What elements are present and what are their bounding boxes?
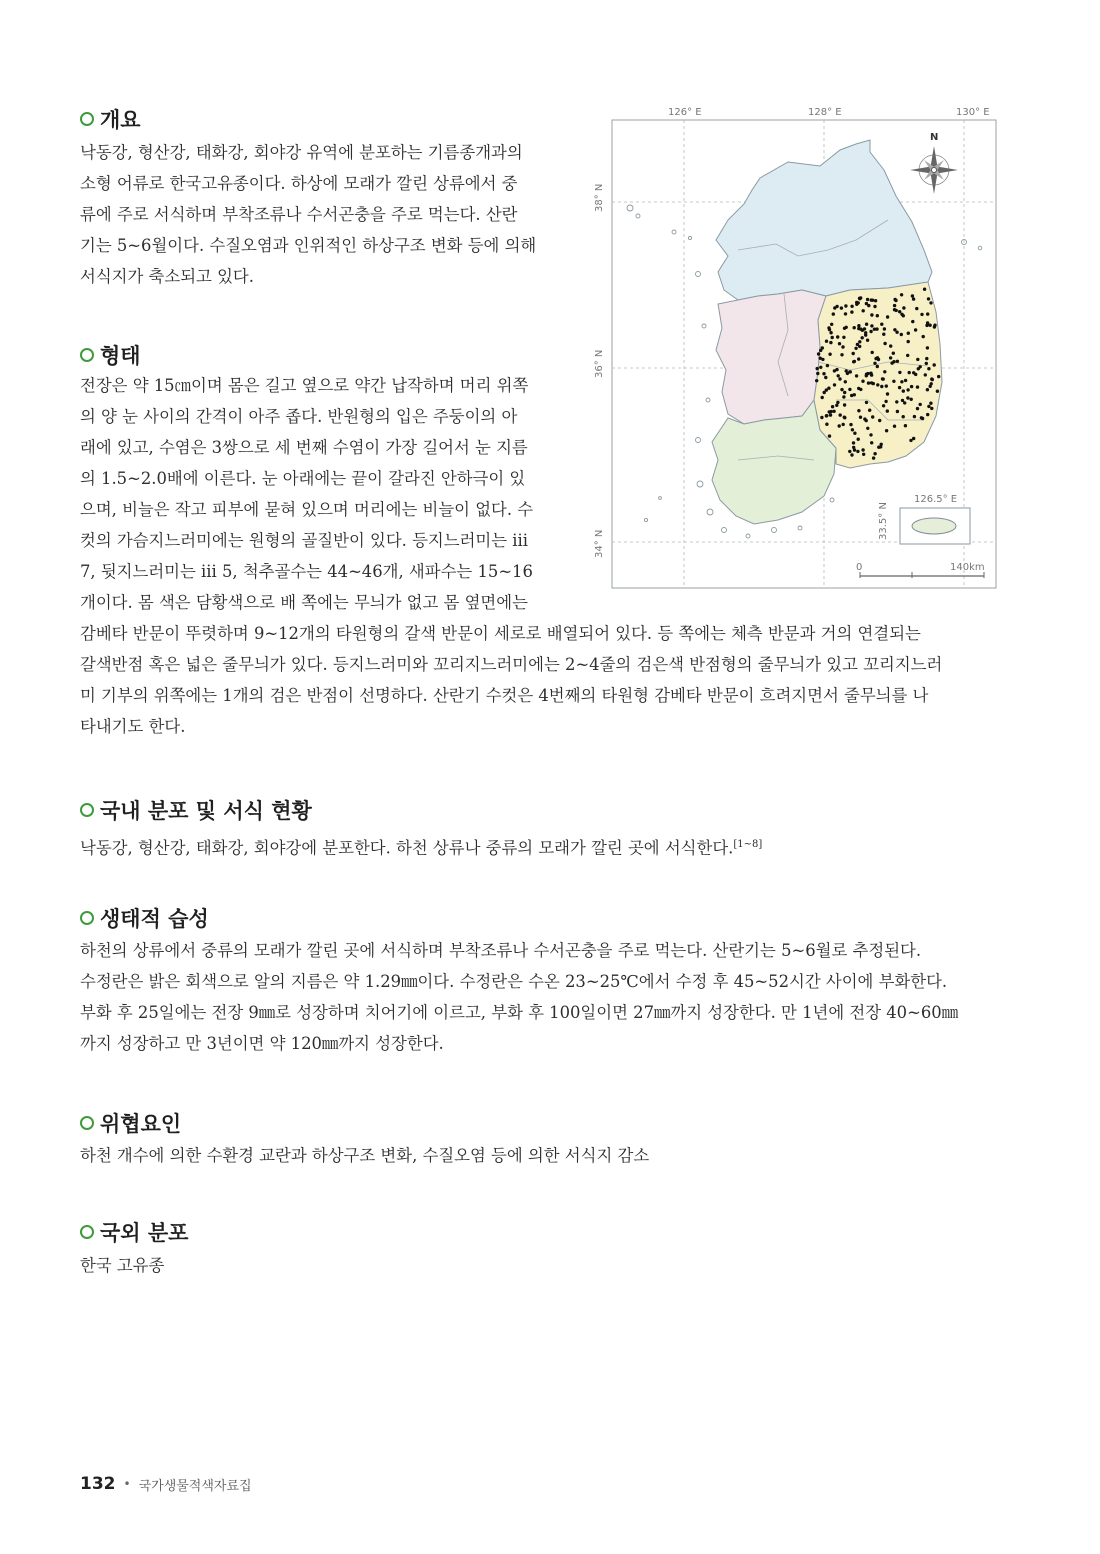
distribution-map — [588, 100, 1008, 592]
occurrence-dot — [926, 346, 929, 349]
occurrence-dot — [816, 367, 819, 370]
occurrence-dot — [914, 328, 917, 331]
occurrence-dot — [922, 335, 925, 338]
occurrence-dot — [821, 396, 824, 399]
occurrence-dot — [876, 383, 879, 386]
occurrence-dot — [853, 360, 856, 363]
page-footer — [80, 1474, 252, 1494]
occurrence-dot — [906, 388, 909, 391]
occurrence-dot — [842, 423, 845, 426]
occurrence-dot — [912, 297, 915, 300]
occurrence-dot — [841, 345, 844, 348]
occurrence-dot — [848, 370, 851, 373]
occurrence-dot — [886, 315, 889, 318]
occurrence-dot — [858, 345, 861, 348]
morphology-line: 의 1.5~2.0배에 이른다. 눈 아래에는 끝이 갈라진 안하극이 있 — [80, 469, 526, 488]
occurrence-dot — [840, 306, 843, 309]
ecology-line: 수정란은 밝은 회색으로 알의 지름은 약 1.29㎜이다. 수정란은 수온 23~25℃에서 수정 후 45~52시간 사이에 부화한다. — [80, 972, 948, 991]
lon-label: 126° E — [668, 107, 702, 118]
occurrence-dot — [844, 304, 847, 307]
occurrence-dot — [850, 394, 853, 397]
occurrence-dot — [886, 392, 889, 395]
occurrence-dot — [857, 324, 860, 327]
occurrence-dot — [858, 340, 861, 343]
threats-text: 하천 개수에 의한 수환경 교란과 하상구조 변화, 수질오염 등에 의한 서식지 감소 — [80, 1146, 650, 1165]
occurrence-dot — [816, 372, 819, 375]
occurrence-dot — [892, 352, 895, 355]
heading-morphology — [80, 340, 141, 370]
occurrence-dot — [893, 304, 896, 307]
occurrence-dot — [904, 424, 907, 427]
occurrence-dot — [896, 360, 899, 363]
occurrence-dot — [926, 312, 929, 315]
occurrence-dot — [857, 387, 860, 390]
occurrence-dot — [867, 381, 870, 384]
occurrence-dot — [845, 369, 848, 372]
occurrence-dot — [929, 301, 932, 304]
occurrence-dot — [870, 441, 873, 444]
occurrence-dot — [866, 298, 869, 301]
occurrence-dot — [907, 332, 910, 335]
occurrence-dot — [910, 385, 913, 388]
morphology-line: 래에 있고, 수염은 3쌍으로 세 번째 수염이 가장 길어서 눈 지름 — [80, 438, 528, 457]
occurrence-dot — [817, 352, 820, 355]
occurrence-dot — [857, 301, 860, 304]
occurrence-dot — [904, 379, 907, 382]
occurrence-dot — [885, 429, 888, 432]
occurrence-dot — [835, 305, 838, 308]
occurrence-dot — [857, 357, 860, 360]
occurrence-dot — [902, 314, 905, 317]
occurrence-dot — [889, 356, 892, 359]
ecology-line: 하천의 상류에서 중류의 모래가 깔린 곳에 서식하며 부착조류나 수서곤충을 주로 먹는다. 산란기는 5~6월로 추정된다. — [80, 941, 922, 960]
morphology-line: 미 기부의 위쪽에는 1개의 검은 반점이 선명하다. 산란기 수컷은 4번째의 타원형 감베타 반문이 흐려지면서 줄무늬를 나 — [80, 686, 929, 705]
ecology-line: 부화 후 25일에는 전장 9㎜로 성장하며 치어기에 이르고, 부화 후 100일이면 27㎜까지 성장한다. 만 1년에 전장 40~60㎜ — [80, 1003, 959, 1022]
occurrence-dot — [921, 417, 924, 420]
occurrence-dot — [919, 403, 922, 406]
occurrence-dot — [853, 432, 856, 435]
occurrence-dot — [902, 306, 905, 309]
heading-threats — [80, 1108, 181, 1138]
occurrence-dot — [854, 347, 857, 350]
map-region-west-central — [716, 290, 826, 424]
occurrence-dot — [838, 377, 841, 380]
occurrence-dot — [916, 407, 919, 410]
bullet-icon — [80, 803, 94, 817]
occurrence-dot — [912, 371, 915, 374]
occurrence-dot — [865, 401, 868, 404]
occurrence-dot — [868, 409, 871, 412]
heading-distribution-text: 국내 분포 및 서식 현황 — [100, 799, 312, 823]
occurrence-dot — [931, 378, 934, 381]
morphology-line: 전장은 약 15㎝이며 몸은 길고 옆으로 약간 납작하며 머리 위쪽 — [80, 376, 529, 395]
occurrence-dot — [908, 371, 911, 374]
overview-paragraph — [80, 137, 566, 292]
occurrence-dot — [902, 389, 905, 392]
occurrence-dot — [916, 358, 919, 361]
heading-overseas — [80, 1217, 188, 1247]
occurrence-dot — [829, 341, 832, 344]
occurrence-dot — [866, 427, 869, 430]
occurrence-dot — [906, 396, 909, 399]
occurrence-dot — [927, 367, 930, 370]
occurrence-dot — [838, 424, 841, 427]
occurrence-dot — [850, 453, 853, 456]
occurrence-dot — [869, 433, 872, 436]
occurrence-dot — [878, 419, 881, 422]
occurrence-dot — [894, 299, 897, 302]
ecology-paragraph — [80, 935, 996, 1059]
occurrence-dot — [920, 313, 923, 316]
occurrence-dot — [844, 312, 847, 315]
bullet-icon — [80, 1116, 94, 1130]
occurrence-dot — [835, 404, 838, 407]
occurrence-dot — [838, 342, 841, 345]
occurrence-dot — [893, 425, 896, 428]
occurrence-dot — [882, 333, 885, 336]
occurrence-dot — [861, 329, 864, 332]
occurrence-dot — [903, 401, 906, 404]
occurrence-dot — [831, 405, 834, 408]
occurrence-dot — [829, 413, 832, 416]
occurrence-dot — [819, 366, 822, 369]
overview-line: 서식지가 축소되고 있다. — [80, 267, 254, 286]
occurrence-dot — [832, 312, 835, 315]
inset-lat-label: 33.5° N — [878, 502, 889, 540]
ecology-line: 까지 성장하고 만 3년이면 약 120㎜까지 성장한다. — [80, 1034, 444, 1053]
occurrence-dot — [910, 398, 913, 401]
map-region-southeast — [814, 282, 942, 468]
citation-ref: [1~8] — [733, 839, 763, 850]
lat-label: 36° N — [594, 349, 605, 378]
occurrence-dot — [862, 453, 865, 456]
occurrence-dot — [840, 353, 843, 356]
occurrence-dot — [865, 373, 868, 376]
occurrence-dot — [837, 374, 840, 377]
occurrence-dot — [851, 428, 854, 431]
occurrence-dot — [869, 372, 872, 375]
morphology-line: 갈색반점 혹은 넓은 줄무늬가 있다. 등지느러미와 꼬리지느러미에는 2~4줄의 검은색 반점형의 줄무늬가 있고 꼬리지느러 — [80, 655, 943, 674]
occurrence-dot — [844, 380, 847, 383]
heading-overseas-text: 국외 분포 — [100, 1221, 189, 1245]
morphology-paragraph-wide — [80, 618, 996, 742]
morphology-line: 으며, 비늘은 작고 피부에 묻혀 있으며 머리에는 비늘이 없다. 수 — [80, 500, 534, 519]
occurrence-dot — [933, 324, 936, 327]
occurrence-dot — [870, 298, 873, 301]
scale-end: 140km — [950, 562, 985, 573]
occurrence-dot — [836, 335, 839, 338]
occurrence-dot — [900, 333, 903, 336]
heading-ecology-text: 생태적 습성 — [100, 907, 209, 931]
bullet-icon — [80, 911, 94, 925]
occurrence-dot — [876, 356, 879, 359]
bullet-icon — [80, 348, 94, 362]
bullet-icon — [80, 1225, 94, 1239]
occurrence-dot — [850, 310, 853, 313]
occurrence-dot — [927, 297, 930, 300]
morphology-paragraph-narrow — [80, 370, 566, 618]
occurrence-dot — [828, 434, 831, 437]
occurrence-dot — [909, 439, 912, 442]
distribution-paragraph — [80, 829, 996, 863]
occurrence-dot — [873, 328, 876, 331]
occurrence-dot — [858, 297, 861, 300]
occurrence-dot — [900, 293, 903, 296]
occurrence-dot — [915, 307, 918, 310]
occurrence-dot — [929, 402, 932, 405]
occurrence-dot — [819, 349, 822, 352]
occurrence-dot — [865, 323, 868, 326]
occurrence-dot — [923, 288, 926, 291]
occurrence-dot — [843, 403, 846, 406]
page-number: 132 — [80, 1474, 116, 1494]
morphology-line: 컷의 가슴지느러미에는 원형의 골질반이 있다. 등지느러미는 iii — [80, 531, 529, 550]
occurrence-dot — [916, 385, 919, 388]
lon-label: 128° E — [808, 107, 842, 118]
occurrence-dot — [866, 339, 869, 342]
occurrence-dot — [893, 328, 896, 331]
occurrence-dot — [869, 330, 872, 333]
occurrence-dot — [820, 416, 823, 419]
occurrence-dot — [870, 324, 873, 327]
occurrence-dot — [843, 327, 846, 330]
footer-separator: • — [123, 1477, 131, 1491]
occurrence-dot — [889, 344, 892, 347]
occurrence-dot — [855, 374, 858, 377]
occurrence-dot — [843, 416, 846, 419]
occurrence-dot — [861, 380, 864, 383]
overview-line: 낙동강, 형산강, 태화강, 회야강 유역에 분포하는 기름종개과의 — [80, 143, 523, 162]
occurrence-dot — [826, 364, 829, 367]
occurrence-dot — [882, 404, 885, 407]
occurrence-dot — [876, 365, 879, 368]
occurrence-dot — [925, 362, 928, 365]
occurrence-dot — [926, 413, 929, 416]
morphology-line: 7, 뒷지느러미는 iii 5, 척추골수는 44~46개, 새파수는 15~16 — [80, 562, 533, 581]
jeju-island — [912, 518, 956, 534]
occurrence-dot — [828, 328, 831, 331]
occurrence-dot — [896, 410, 899, 413]
occurrence-dot — [917, 367, 920, 370]
morphology-line: 의 양 눈 사이의 간격이 아주 좁다. 반원형의 입은 주둥이의 아 — [80, 407, 518, 426]
occurrence-dot — [848, 450, 851, 453]
occurrence-dot — [900, 380, 903, 383]
overview-line: 소형 어류로 한국고유종이다. 하상에 모래가 깔린 상류에서 중 — [80, 174, 518, 193]
occurrence-dot — [876, 314, 879, 317]
occurrence-dot — [825, 340, 828, 343]
occurrence-dot — [880, 385, 883, 388]
occurrence-dot — [853, 326, 856, 329]
occurrence-dot — [879, 445, 882, 448]
morphology-line: 타내기도 한다. — [80, 717, 186, 736]
occurrence-dot — [867, 304, 870, 307]
occurrence-dot — [892, 360, 895, 363]
occurrence-dot — [833, 383, 836, 386]
occurrence-dot — [930, 382, 933, 385]
threats-paragraph — [80, 1140, 996, 1171]
occurrence-dot — [840, 388, 843, 391]
occurrence-dot — [843, 391, 846, 394]
lat-label: 38° N — [594, 183, 605, 212]
occurrence-dot — [925, 357, 928, 360]
occurrence-dot — [926, 321, 929, 324]
morphology-line: 개이다. 몸 색은 담황색으로 배 쪽에는 무늬가 없고 몸 옆면에는 — [80, 593, 528, 612]
occurrence-dot — [911, 294, 914, 297]
occurrence-dot — [883, 342, 886, 345]
occurrence-dot — [828, 410, 831, 413]
occurrence-dot — [857, 409, 860, 412]
occurrence-dot — [882, 377, 885, 380]
occurrence-dot — [893, 308, 896, 311]
occurrence-dot — [926, 388, 929, 391]
occurrence-dot — [827, 387, 830, 390]
occurrence-dot — [871, 415, 874, 418]
occurrence-dot — [880, 323, 883, 326]
occurrence-dot — [898, 386, 901, 389]
occurrence-dot — [848, 388, 851, 391]
occurrence-dot — [884, 400, 887, 403]
occurrence-dot — [898, 371, 901, 374]
overview-line: 기는 5~6월이다. 수질오염과 인위적인 하상구조 변화 등에 의해 — [80, 236, 537, 255]
occurrence-dot — [831, 336, 834, 339]
overview-line: 류에 주로 서식하며 부착조류나 수서곤충을 주로 먹는다. 산란 — [80, 205, 518, 224]
occurrence-dot — [927, 405, 930, 408]
occurrence-dot — [821, 358, 824, 361]
overseas-text: 한국 고유종 — [80, 1256, 165, 1275]
occurrence-dot — [883, 370, 886, 373]
occurrence-dot — [862, 309, 865, 312]
occurrence-dot — [835, 368, 838, 371]
heading-threats-text: 위협요인 — [100, 1112, 182, 1136]
occurrence-dot — [883, 327, 886, 330]
lon-label: 130° E — [956, 107, 990, 118]
occurrence-dot — [911, 320, 914, 323]
occurrence-dot — [898, 310, 901, 313]
occurrence-dot — [832, 410, 835, 413]
occurrence-dot — [856, 450, 859, 453]
occurrence-dot — [864, 331, 867, 334]
overseas-paragraph — [80, 1250, 996, 1281]
occurrence-dot — [839, 413, 842, 416]
occurrence-dot — [873, 305, 876, 308]
occurrence-dot — [849, 423, 852, 426]
scale-start: 0 — [856, 562, 863, 573]
occurrence-dot — [830, 323, 833, 326]
north-label: N — [930, 132, 939, 143]
occurrence-dot — [936, 390, 939, 393]
occurrence-dot — [861, 448, 864, 451]
occurrence-dot — [913, 415, 916, 418]
occurrence-dot — [859, 416, 862, 419]
occurrence-dot — [863, 417, 866, 420]
occurrence-dot — [906, 354, 909, 357]
occurrence-dot — [937, 375, 940, 378]
heading-morphology-text: 형태 — [100, 344, 141, 368]
occurrence-dot — [823, 391, 826, 394]
occurrence-dot — [828, 353, 831, 356]
occurrence-dot — [933, 363, 936, 366]
heading-distribution — [80, 795, 312, 825]
heading-ecology — [80, 903, 209, 933]
occurrence-dot — [853, 448, 856, 451]
occurrence-dot — [886, 409, 889, 412]
distribution-text: 낙동강, 형산강, 태화강, 회야강에 분포한다. 하천 상류나 중류의 모래가 깔린 곳에 서식한다. — [80, 838, 734, 858]
occurrence-dot — [829, 331, 832, 334]
occurrence-dot — [870, 381, 873, 384]
occurrence-dot — [861, 336, 864, 339]
occurrence-dot — [825, 414, 828, 417]
occurrence-dot — [850, 305, 853, 308]
occurrence-dot — [842, 336, 845, 339]
occurrence-dot — [870, 313, 873, 316]
occurrence-dot — [872, 456, 875, 459]
occurrence-dot — [825, 423, 828, 426]
occurrence-dot — [874, 299, 877, 302]
lat-label: 34° N — [594, 529, 605, 558]
occurrence-dot — [895, 400, 898, 403]
occurrence-dot — [930, 407, 933, 410]
occurrence-dot — [873, 362, 876, 365]
book-title: 국가생물적색자료집 — [138, 1478, 252, 1494]
occurrence-dot — [852, 441, 855, 444]
occurrence-dot — [907, 340, 910, 343]
occurrence-dot — [842, 395, 845, 398]
heading-overview-text: 개요 — [100, 108, 141, 132]
occurrence-dot — [924, 373, 927, 376]
occurrence-dot — [871, 351, 874, 354]
occurrence-dot — [836, 401, 839, 404]
occurrence-dot — [824, 376, 827, 379]
occurrence-dot — [815, 379, 818, 382]
bullet-icon — [80, 112, 94, 126]
occurrence-dot — [873, 452, 876, 455]
morphology-line: 감베타 반문이 뚜렷하며 9~12개의 타원형의 갈색 반문이 세로로 배열되어 있다. 등 쪽에는 체측 반문과 거의 연결되는 — [80, 624, 921, 643]
heading-overview — [80, 104, 141, 134]
occurrence-dot — [822, 372, 825, 375]
occurrence-dot — [902, 415, 905, 418]
occurrence-dot — [857, 438, 860, 441]
occurrence-dot — [885, 384, 888, 387]
inset-lon-label: 126.5° E — [914, 494, 958, 505]
occurrence-dot — [852, 352, 855, 355]
occurrence-dot — [892, 380, 895, 383]
